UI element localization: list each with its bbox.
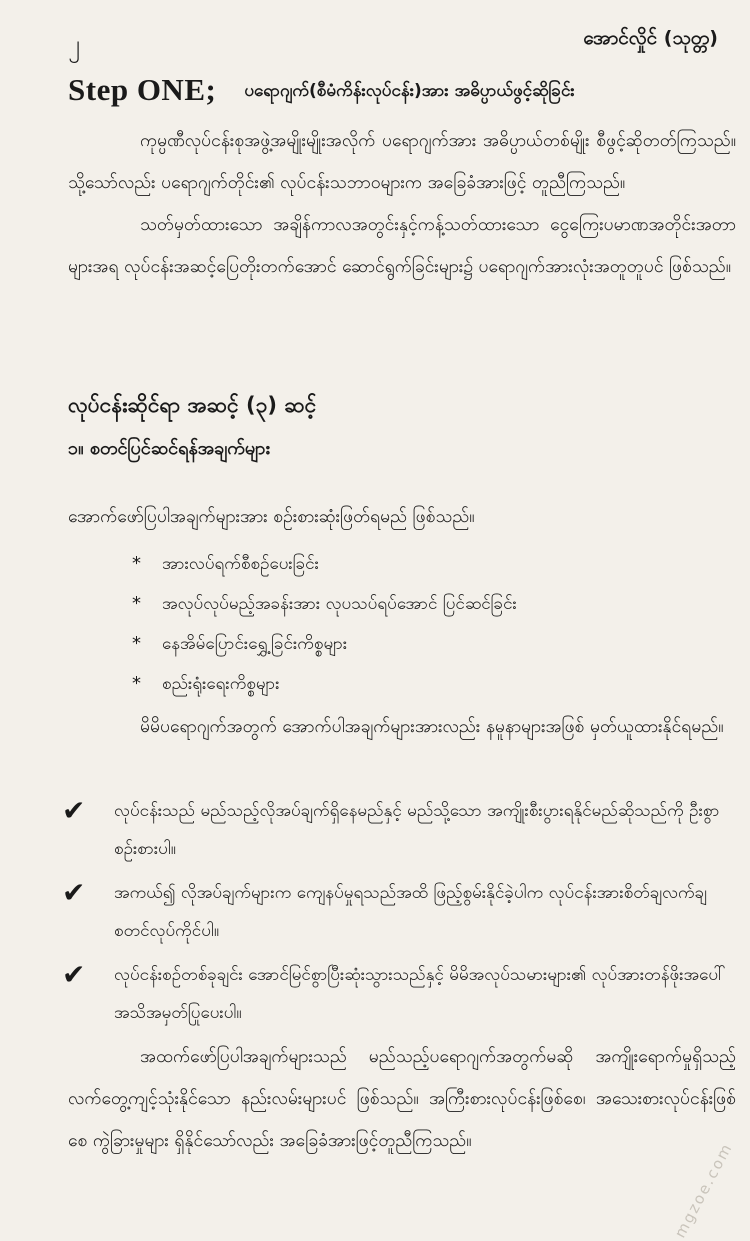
- watermark: mgzoe.com: [670, 1139, 736, 1241]
- list-item-text: အလုပ်လုပ်မည့်အခန်းအား လုပသပ်ရပ်အောင် ပြင်ဆင်ခြင်း: [162, 594, 517, 614]
- list-item-text: စည်းရုံးရေးကိစ္စများ: [162, 674, 280, 694]
- list-item: [62, 792, 734, 868]
- intro-block: [68, 120, 736, 288]
- closing-paragraph: အထက်ဖော်ပြပါအချက်များသည် မည်သည့်ပရောဂျက်အတွက်မဆို အကျိုးရောက်မှုရှိသည့် လက်တွေ့ကျင့်သုံးနိုင်သော နည်းလမ်းများပင် ဖြစ်သည်။ အကြီးစားလုပ်ငန်းဖြစ်စေ၊ အသေးစားလုပ်ငန်းဖြစ်စေ ကွဲခြားမှုများ ရှိနိုင်သော်လည်း အခြေခံအားဖြင့်တူညီကြသည်။: [68, 1047, 736, 1151]
- asterisk-icon: *: [132, 593, 141, 614]
- example-intro-block: [68, 706, 736, 748]
- list-item-text: လုပ်ငန်းသည် မည်သည့်လိုအပ်ချက်ရှိနေမည်နှင့် မည်သို့သော အကျိုးစီးပွားရနိုင်မည်ဆိုသည်ကို ဦးစွာစဉ်းစားပါ။: [114, 801, 720, 859]
- closing-block: [68, 1036, 736, 1162]
- checkmark-icon: ✔: [62, 958, 86, 991]
- intro-paragraph-1: ကုမ္ပဏီလုပ်ငန်းစုအဖွဲ့အမျိုးမျိုးအလိုက် ပရောဂျက်အား အဓိပ္ပာယ်တစ်မျိုး စီဖွင့်ဆိုတတ်ကြသည်။ သို့သော်လည်း ပရောဂျက်တိုင်း၏ လုပ်ငန်းသဘာဝများက အခြေခံအားဖြင့် တူညီကြသည်။: [68, 131, 736, 193]
- list-item-text: အကယ်၍ လိုအပ်ချက်များက ကျေနပ်မှုရသည်အထိ ဖြည့်စွမ်းနိုင်ခဲ့ပါက လုပ်ငန်းအားစိတ်ချလက်ချ စတင်လုပ်ကိုင်ပါ။: [114, 883, 707, 941]
- running-head: အောင်လှိုင် (သုတ္တ): [583, 27, 718, 49]
- intro-paragraph-2: သတ်မှတ်ထားသော အချိန်ကာလအတွင်းနှင့်ကန့်သတ်ထားသော ငွေကြေးပမာဏအတိုင်းအတာများအရ လုပ်ငန်းအဆင့်ပြေတိုးတက်အောင် ဆောင်ရွက်ခြင်းများ၌ ပရောဂျက်အားလုံးအတူတူပင် ဖြစ်သည်။: [68, 215, 736, 277]
- asterisk-icon: *: [132, 553, 141, 574]
- section-subheading: ၁။ စတင်ပြင်ဆင်ရန်အချက်များ: [68, 438, 270, 459]
- step-title-english: Step ONE;: [68, 72, 217, 107]
- list-item: [62, 956, 734, 1032]
- checkmark-icon: ✔: [62, 876, 86, 909]
- example-intro-paragraph: မိမိပရောဂျက်အတွက် အောက်ပါအချက်များအားလည်း နမူနာများအဖြစ် မှတ်ယူထားနိုင်ရမည်။: [140, 717, 724, 737]
- checkmark-icon: ✔: [62, 794, 86, 827]
- list-item: [132, 544, 517, 584]
- lead-paragraph: အောက်ဖော်ပြပါအချက်များအား စဉ်းစားဆုံးဖြတ်ရမည် ဖြစ်သည်။: [68, 507, 475, 527]
- section-heading: လုပ်ငန်းဆိုင်ရာ အဆင့် (၃) ဆင့်: [68, 393, 317, 417]
- list-item: [62, 874, 734, 950]
- step-title: [68, 72, 728, 108]
- asterisk-icon: *: [132, 633, 141, 654]
- step-title-myanmar: ပရောဂျက်(စီမံကိန်းလုပ်ငန်း)အား အဓိပ္ပာယ်ဖွင့်ဆိုခြင်း: [244, 81, 575, 101]
- page-header: [0, 22, 750, 62]
- list-item-text: လုပ်ငန်းစဉ်တစ်ခုချင်း အောင်မြင်စွာပြီးဆုံးသွားသည်နှင့် မိမိအလုပ်သမားများ၏ လုပ်အားတန်ဖိုးအပေါ် အသိအမှတ်ပြုပေးပါ။: [114, 965, 726, 1023]
- list-item: [132, 584, 517, 624]
- list-item: [132, 664, 517, 704]
- list-item-text: အားလပ်ရက်စီစဉ်ပေးခြင်း: [162, 554, 319, 574]
- list-item-text: နေအိမ်ပြောင်းရွှေ့ခြင်းကိစ္စများ: [162, 634, 348, 654]
- list-item: [132, 624, 517, 664]
- lead-block: [68, 496, 736, 538]
- asterisk-icon: *: [132, 673, 141, 694]
- check-list: [62, 792, 734, 1038]
- page-number: ၂: [68, 30, 80, 58]
- star-list: [132, 544, 517, 704]
